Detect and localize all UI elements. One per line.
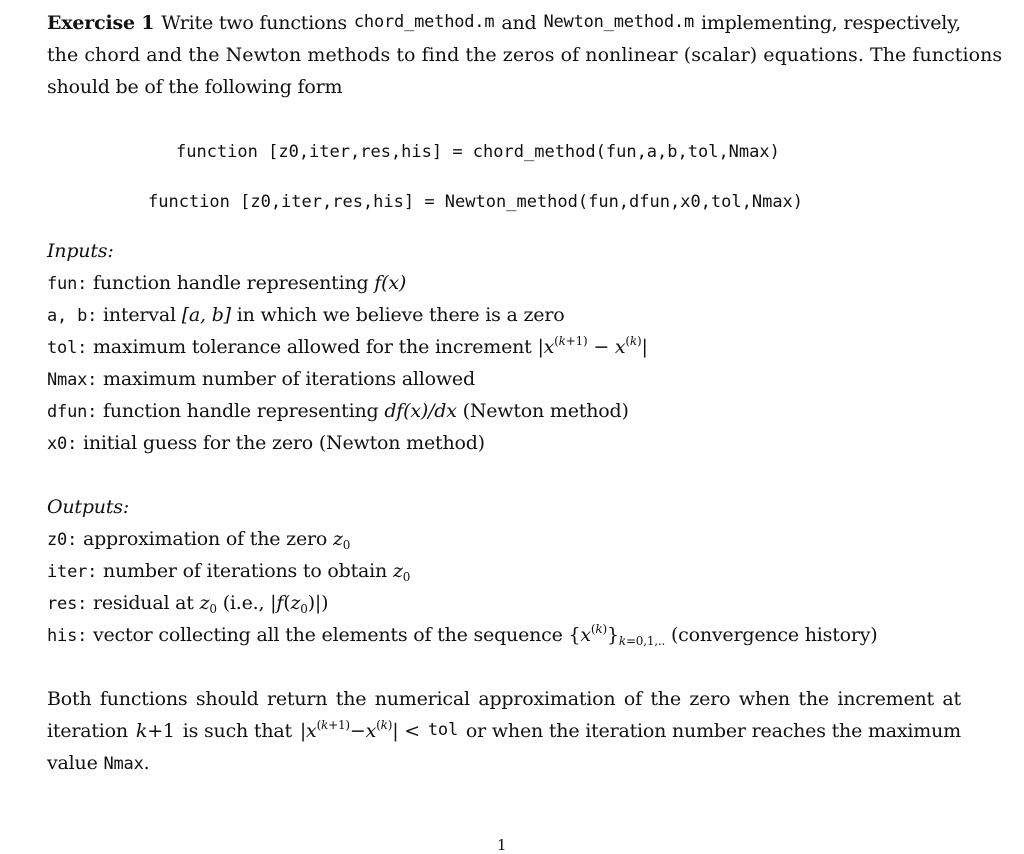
input-fun	[47, 272, 406, 294]
output-res-name: res:	[47, 594, 88, 614]
exercise-label: Exercise 1	[47, 12, 155, 34]
exercise-line-3: should be of the following form	[47, 76, 343, 98]
output-z0-desc: approximation of the zero	[82, 528, 328, 550]
input-dfun	[47, 400, 629, 422]
input-fun-name: fun:	[47, 274, 88, 294]
page-number: 1	[497, 836, 507, 854]
increment-formula: $|x^{(k+1)} - x^{(k)}|$	[537, 334, 648, 358]
exercise-and: and	[501, 12, 537, 34]
output-res-desc2: (i.e.,	[222, 592, 265, 614]
input-nmax-desc: maximum number of iterations allowed	[103, 368, 475, 390]
closing-text-c: or when the iteration number reaches the maximum	[465, 720, 961, 742]
input-ab-desc: interval	[103, 304, 176, 326]
closing-value: value	[47, 752, 98, 774]
input-dfun-desc2: (Newton method)	[462, 400, 629, 422]
closing-such-that: is such that	[182, 720, 292, 742]
output-his-name: his:	[47, 626, 88, 646]
closing-word: the	[335, 688, 367, 710]
output-his-desc: vector collecting all the elements of the sequence	[92, 624, 563, 646]
input-ab-name: a, b:	[47, 306, 98, 326]
exercise-text-a: Write two functions	[161, 12, 347, 34]
residual-formula: $|f(z_0)|$	[264, 592, 322, 616]
output-iter-name: iter:	[47, 562, 98, 582]
z0-symbol: $z_0$	[392, 560, 411, 584]
input-x0	[47, 432, 485, 454]
exercise-line-1	[47, 12, 961, 34]
output-his-desc2: (convergence history)	[670, 624, 878, 646]
input-nmax-name: Nmax:	[47, 370, 98, 390]
closing-word: of	[623, 688, 642, 710]
input-tol-name: tol:	[47, 338, 88, 358]
closing-iteration: iteration	[47, 720, 128, 742]
input-x0-name: x0:	[47, 434, 78, 454]
file-chord: chord_method.m	[353, 12, 495, 32]
closing-word: numerical	[374, 688, 470, 710]
closing-word: the	[798, 688, 829, 710]
input-ab-math: [a, b]	[181, 304, 231, 326]
input-tol-desc: maximum tolerance allowed for the increment	[92, 336, 532, 358]
closing-word: approximation	[478, 688, 616, 710]
z0-symbol: $z_0$	[332, 528, 351, 552]
input-fun-desc: function handle representing	[92, 272, 369, 294]
output-res	[47, 592, 328, 614]
closing-word: at	[942, 688, 961, 710]
exercise-line-2: the chord and the Newton methods to find the zeros of nonlinear (scalar) equations. The functions	[47, 44, 1003, 66]
output-iter	[47, 560, 410, 582]
z0-symbol: $z_0$	[199, 592, 217, 616]
input-dfun-math: df(x)/dx	[384, 400, 457, 422]
closing-word: should	[195, 688, 259, 710]
closing-word: functions	[99, 688, 188, 710]
file-newton: Newton_method.m	[543, 12, 694, 32]
output-z0-name: z0:	[47, 530, 78, 550]
k-plus-one: k+1	[135, 720, 175, 742]
closing-line-3	[47, 752, 149, 774]
input-dfun-desc: function handle representing	[103, 400, 379, 422]
output-his	[47, 624, 878, 646]
closing-nmax: Nmax	[103, 754, 144, 774]
input-tol	[47, 336, 648, 358]
closing-word: zero	[689, 688, 731, 710]
closing-line-2	[47, 720, 961, 742]
inputs-heading: Inputs:	[47, 240, 114, 262]
input-nmax	[47, 368, 475, 390]
closing-word: the	[650, 688, 681, 710]
output-iter-desc: number of iterations to obtain	[103, 560, 388, 582]
chord-signature: function [z0,iter,res,his] = chord_method(fun,a,b,tol,Nmax)	[176, 142, 780, 162]
closing-word: return	[267, 688, 328, 710]
output-z0	[47, 528, 350, 550]
exercise-text-b: implementing, respectively,	[700, 12, 961, 34]
newton-signature: function [z0,iter,res,his] = Newton_method(fun,dfun,x0,tol,Nmax)	[148, 192, 804, 212]
output-res-close: )	[321, 592, 329, 614]
input-fun-math: f(x)	[374, 272, 407, 294]
sequence-formula: $\{x^{(k)}\}_{k=0,1,..}$	[568, 622, 666, 648]
closing-word: Both	[47, 688, 92, 710]
closing-line-1	[47, 688, 961, 710]
input-ab	[47, 304, 564, 326]
output-res-desc: residual at	[92, 592, 194, 614]
input-dfun-name: dfun:	[47, 402, 98, 422]
stop-condition: $|x^{(k+1)}-x^{(k)}|$ <	[299, 718, 420, 742]
input-ab-desc2: in which we believe there is a zero	[236, 304, 565, 326]
closing-word: when	[738, 688, 790, 710]
outputs-heading: Outputs:	[47, 496, 130, 518]
input-x0-desc: initial guess for the zero (Newton method)	[82, 432, 485, 454]
closing-word: increment	[837, 688, 934, 710]
closing-tol: tol	[427, 720, 458, 740]
closing-period: .	[143, 752, 150, 774]
